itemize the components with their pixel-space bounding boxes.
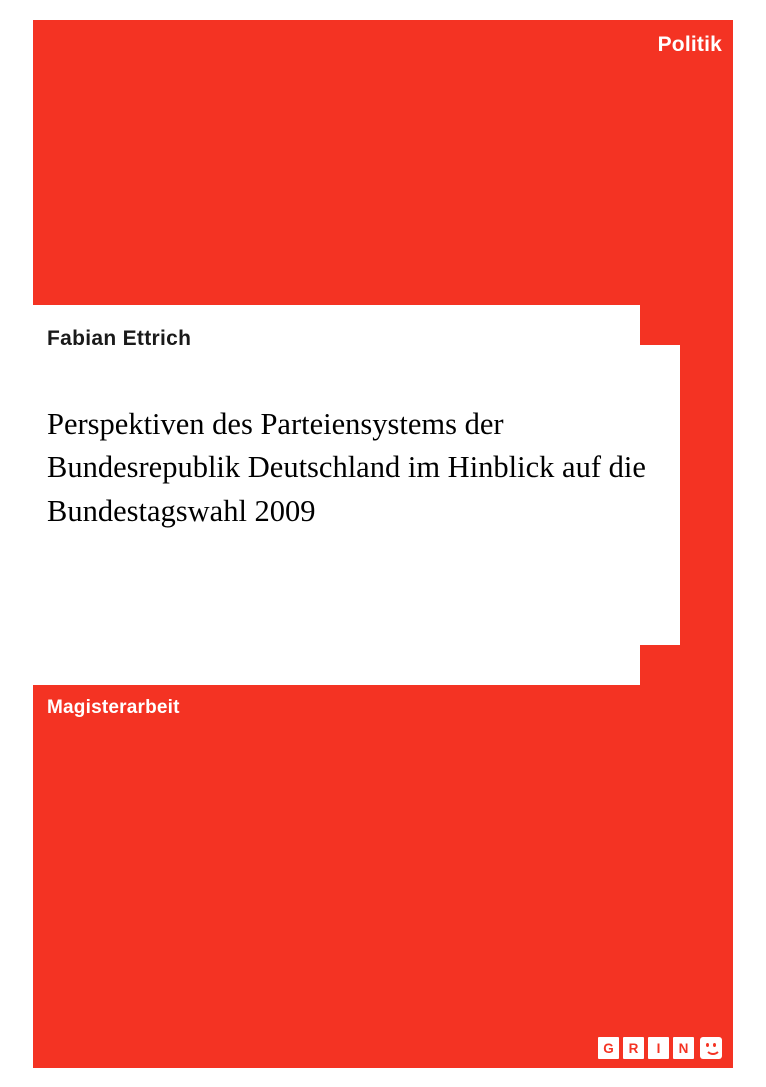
card-corner-notch-top	[640, 305, 680, 345]
document-type-label: Magisterarbeit	[47, 697, 180, 718]
page-title: Perspektiven des Parteiensystems der Bundesrepublik Deutschland im Hinblick auf die Bundestagswahl 2009	[47, 407, 646, 528]
title-card	[0, 305, 680, 685]
smiley-icon	[700, 1037, 722, 1059]
card-corner-notch-bottom	[640, 645, 680, 685]
category-label: Politik	[657, 33, 722, 56]
author-name: Fabian Ettrich	[47, 327, 192, 350]
logo-letter-g: G	[598, 1037, 619, 1059]
title-card-content	[47, 327, 650, 533]
grin-publisher-logo	[598, 1037, 722, 1059]
logo-letter-n: N	[673, 1037, 694, 1059]
logo-letter-r: R	[623, 1037, 644, 1059]
logo-letter-i: I	[648, 1037, 669, 1059]
